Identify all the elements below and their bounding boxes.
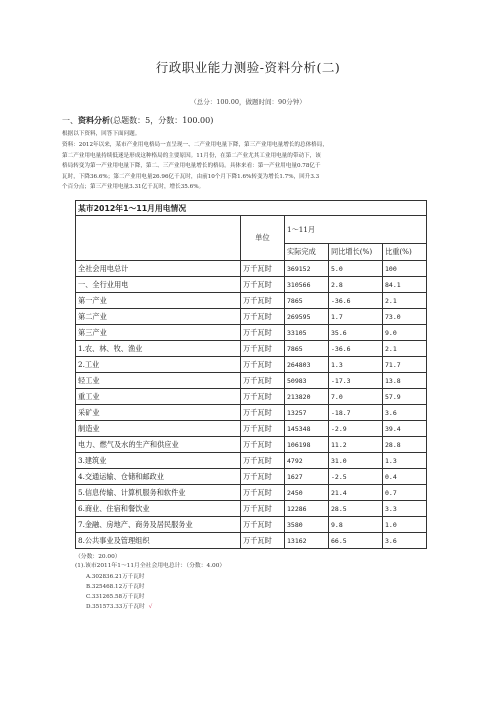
row-share: 100 xyxy=(383,261,427,277)
table-row xyxy=(76,309,427,325)
row-label: 1.农、林、牧、渔业 xyxy=(76,341,241,357)
row-growth: -2.5 xyxy=(329,469,383,485)
row-share: 13.8 xyxy=(383,373,427,389)
row-growth: 31.0 xyxy=(329,453,383,469)
section-prefix: 一、 xyxy=(62,116,78,125)
row-growth: -17.3 xyxy=(329,373,383,389)
table-row xyxy=(76,533,427,549)
option-text: D.351573.33万千瓦时 xyxy=(86,604,145,610)
row-share: 84.1 xyxy=(383,277,427,293)
row-label: 重工业 xyxy=(76,389,241,405)
row-growth: 5.0 xyxy=(329,261,383,277)
row-actual: 269595 xyxy=(285,309,329,325)
row-label: 第二产业 xyxy=(76,309,241,325)
row-label: 第三产业 xyxy=(76,325,241,341)
exam-info: （总分：100.00，做题时间：90分钟） xyxy=(190,98,306,106)
row-actual: 213820 xyxy=(285,389,329,405)
answer-option[interactable] xyxy=(86,572,144,580)
answer-option[interactable] xyxy=(86,602,152,610)
table-row xyxy=(76,485,427,501)
row-growth: 66.5 xyxy=(329,533,383,549)
row-growth: 28.5 xyxy=(329,501,383,517)
passage-line: 资料：2012年以来，某市产业用电格局一直呈现一、二产业用电量下降，第三产业用电量增长的总体格局， xyxy=(62,142,328,148)
instructions: 根据以下资料，回答下面问题。 xyxy=(62,131,141,137)
table-row xyxy=(76,437,427,453)
option-text: A.302836.21万千瓦时 xyxy=(86,574,145,580)
row-growth: 9.8 xyxy=(329,517,383,533)
row-growth: 1.7 xyxy=(329,309,383,325)
row-unit: 万千瓦时 xyxy=(241,405,285,421)
row-actual: 369152 xyxy=(285,261,329,277)
row-share: 39.4 xyxy=(383,421,427,437)
row-label: 2.工业 xyxy=(76,357,241,373)
row-actual: 33105 xyxy=(285,325,329,341)
row-unit: 万千瓦时 xyxy=(241,421,285,437)
row-share: 28.8 xyxy=(383,437,427,453)
section-heading xyxy=(62,115,213,126)
row-growth: 2.8 xyxy=(329,277,383,293)
row-share: 3.6 xyxy=(383,405,427,421)
row-unit: 万千瓦时 xyxy=(241,277,285,293)
row-actual: 264803 xyxy=(285,357,329,373)
passage-line: 个百分点；第三产业用电量3.31亿千瓦时，增长35.6%。 xyxy=(62,184,205,190)
row-actual: 12286 xyxy=(285,501,329,517)
row-share: 73.0 xyxy=(383,309,427,325)
row-unit: 万千瓦时 xyxy=(241,389,285,405)
table-row xyxy=(76,389,427,405)
row-share: 2.1 xyxy=(383,341,427,357)
row-unit: 万千瓦时 xyxy=(241,469,285,485)
passage-line: 第二产业用电量持续低迷是形成这种格局的主要原因。11月份，在第二产业尤其工业用电量的带动下，该 xyxy=(62,152,321,159)
passage-line: 格局转变为第一产业用电量下降，第二、三产业用电量增长的格局。具体来看：第一产业用电量0.78亿千 xyxy=(62,163,321,169)
correct-check-icon: √ xyxy=(148,604,153,610)
page-title: 行政职业能力测验-资料分析(二) xyxy=(155,60,341,75)
table-score: （分数：20.00） xyxy=(75,554,121,560)
row-actual: 3580 xyxy=(285,517,329,533)
row-actual: 4792 xyxy=(285,453,329,469)
header-col-actual: 实际完成 xyxy=(285,244,329,261)
table-row xyxy=(76,501,427,517)
row-share: 9.0 xyxy=(383,325,427,341)
row-unit: 万千瓦时 xyxy=(241,501,285,517)
option-text: C.331265.58万千瓦时 xyxy=(86,594,145,600)
row-label: 6.商业、住宿和餐饮业 xyxy=(76,501,241,517)
row-share: 3.6 xyxy=(383,533,427,549)
table-row xyxy=(76,277,427,293)
header-blank xyxy=(76,216,241,261)
row-label: 5.信息传输、计算机服务和软件业 xyxy=(76,485,241,501)
passage xyxy=(62,140,438,193)
header-col-share: 比重(%) xyxy=(383,244,427,261)
row-label: 8.公共事业及管理组织 xyxy=(76,533,241,549)
row-share: 0.4 xyxy=(383,469,427,485)
section-title: 资料分析 xyxy=(78,115,110,125)
row-share: 2.1 xyxy=(383,293,427,309)
table-row xyxy=(76,357,427,373)
row-label: 轻工业 xyxy=(76,373,241,389)
row-growth: -2.9 xyxy=(329,421,383,437)
row-label: 4.交通运输、仓储和邮政业 xyxy=(76,469,241,485)
row-growth: 21.4 xyxy=(329,485,383,501)
row-unit: 万千瓦时 xyxy=(241,325,285,341)
answer-option[interactable] xyxy=(86,582,145,590)
row-share: 1.3 xyxy=(383,453,427,469)
row-actual: 2450 xyxy=(285,485,329,501)
table-row xyxy=(76,341,427,357)
row-actual: 145348 xyxy=(285,421,329,437)
table-row xyxy=(76,293,427,309)
option-text: B.325468.12万千瓦时 xyxy=(86,584,145,590)
table-row xyxy=(76,453,427,469)
row-share: 3.3 xyxy=(383,501,427,517)
row-unit: 万千瓦时 xyxy=(241,533,285,549)
row-unit: 万千瓦时 xyxy=(241,453,285,469)
row-label: 7.金融、房地产、商务及居民服务业 xyxy=(76,517,241,533)
row-unit: 万千瓦时 xyxy=(241,293,285,309)
table-caption: 某市2012年1～11月用电情况 xyxy=(76,201,427,216)
table-row xyxy=(76,405,427,421)
row-growth: 11.2 xyxy=(329,437,383,453)
row-actual: 310566 xyxy=(285,277,329,293)
table-row xyxy=(76,517,427,533)
passage-line: 瓦时，下降36.6%；第二产业用电量26.96亿千瓦时，由前10个月下降1.6%转变为增长1.7%，回升3.3 xyxy=(62,173,320,180)
row-growth: -36.6 xyxy=(329,341,383,357)
row-growth: 35.6 xyxy=(329,325,383,341)
row-actual: 106198 xyxy=(285,437,329,453)
table-row xyxy=(76,325,427,341)
row-actual: 7865 xyxy=(285,293,329,309)
row-growth: -18.7 xyxy=(329,405,383,421)
row-label: 采矿业 xyxy=(76,405,241,421)
row-actual: 7865 xyxy=(285,341,329,357)
header-unit: 单位 xyxy=(241,216,285,261)
row-unit: 万千瓦时 xyxy=(241,357,285,373)
row-label: 制造业 xyxy=(76,421,241,437)
table-row xyxy=(76,469,427,485)
table-row xyxy=(76,373,427,389)
row-unit: 万千瓦时 xyxy=(241,517,285,533)
table-row xyxy=(76,261,427,277)
row-share: 1.0 xyxy=(383,517,427,533)
row-share: 71.7 xyxy=(383,357,427,373)
table-row xyxy=(76,421,427,437)
row-unit: 万千瓦时 xyxy=(241,485,285,501)
row-actual: 50983 xyxy=(285,373,329,389)
header-col-growth: 同比增长(%) xyxy=(329,244,383,261)
row-unit: 万千瓦时 xyxy=(241,341,285,357)
question-1: (1).该市2011年1～11月全社会用电总计：（分数：4.00） xyxy=(75,563,226,569)
row-growth: -36.6 xyxy=(329,293,383,309)
row-unit: 万千瓦时 xyxy=(241,309,285,325)
row-share: 0.7 xyxy=(383,485,427,501)
row-label: 3.建筑业 xyxy=(76,453,241,469)
row-label: 第一产业 xyxy=(76,293,241,309)
row-label: 电力、燃气及水的生产和供应业 xyxy=(76,437,241,453)
row-actual: 13257 xyxy=(285,405,329,421)
section-meta: (总题数：5，分数：100.00) xyxy=(110,116,214,125)
row-actual: 13162 xyxy=(285,533,329,549)
row-unit: 万千瓦时 xyxy=(241,373,285,389)
row-actual: 1627 xyxy=(285,469,329,485)
row-label: 全社会用电总计 xyxy=(76,261,241,277)
row-growth: 1.3 xyxy=(329,357,383,373)
row-label: 一、全行业用电 xyxy=(76,277,241,293)
answer-option[interactable] xyxy=(86,592,144,600)
header-period: 1～11月 xyxy=(285,216,427,244)
row-growth: 7.0 xyxy=(329,389,383,405)
row-share: 57.9 xyxy=(383,389,427,405)
row-unit: 万千瓦时 xyxy=(241,261,285,277)
row-unit: 万千瓦时 xyxy=(241,437,285,453)
electricity-table xyxy=(75,200,427,549)
